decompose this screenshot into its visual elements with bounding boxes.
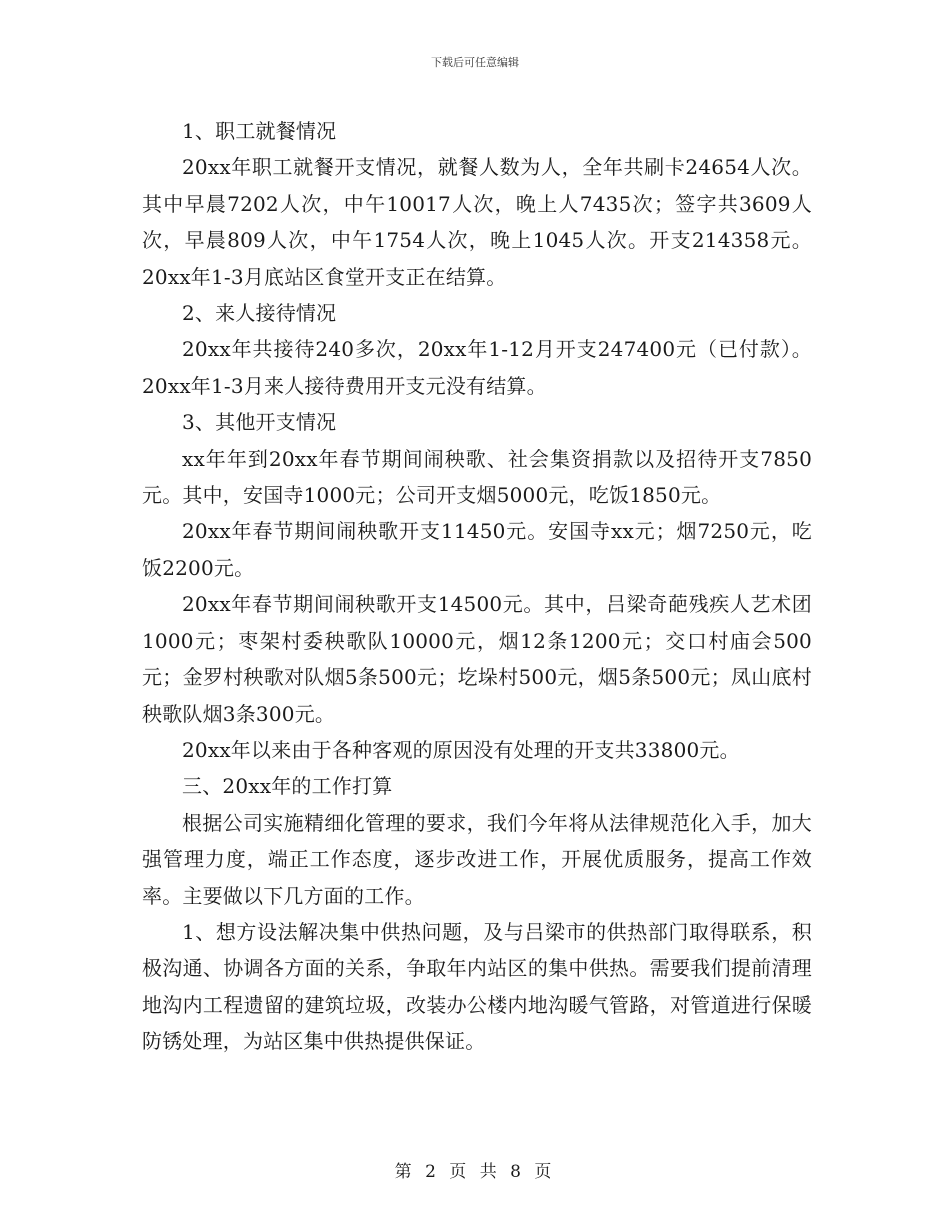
- paragraph-staff-meals: 20xx年职工就餐开支情况，就餐人数为人，全年共刷卡24654人次。其中早晨7202人次，中午10017人次，晚上人7435次；签字共3609人次，早晨809人次，中午1754人次，晚上1045人次。开支214358元。20xx年1-3月底站区食堂开支正在结算。: [142, 155, 812, 289]
- page-number: 第 2 页 共 8 页: [394, 1162, 556, 1182]
- paragraph-other-expenses-1: xx年年到20xx年春节期间闹秧歌、社会集资捐款以及招待开支7850元。其中，安国寺1000元；公司开支烟5000元，吃饭1850元。: [142, 446, 812, 508]
- paragraph-reception: 20xx年共接待240多次，20xx年1-12月开支247400元（已付款）。20xx年1-3月来人接待费用开支元没有结算。: [142, 337, 812, 398]
- section-heading-reception: 2、来人接待情况: [182, 301, 337, 326]
- document-body: [142, 113, 812, 1060]
- section-heading-work-plan: 三、20xx年的工作打算: [182, 774, 393, 799]
- section-heading-other-expenses: 3、其他开支情况: [182, 410, 337, 435]
- paragraph-unprocessed-expenses: 20xx年以来由于各种客观的原因没有处理的开支共33800元。: [182, 737, 740, 762]
- header-note: 下载后可任意编辑: [431, 56, 519, 69]
- paragraph-other-expenses-2: 20xx年春节期间闹秧歌开支11450元。安国寺xx元；烟7250元，吃饭2200元。: [142, 519, 812, 580]
- section-heading-staff-meals: 1、职工就餐情况: [182, 119, 337, 143]
- paragraph-work-plan-intro: 根据公司实施精细化管理的要求，我们今年将从法律规范化入手，加大强管理力度，端正工作态度，逐步改进工作，开展优质服务，提高工作效率。主要做以下几方面的工作。: [142, 810, 812, 908]
- paragraph-central-heating: 1、想方设法解决集中供热问题，及与吕梁市的供热部门取得联系，积极沟通、协调各方面的关系，争取年内站区的集中供热。需要我们提前清理地沟内工程遗留的建筑垃圾，改装办公楼内地沟暖气管路，对管道进行保暖防锈处理，为站区集中供热提供保证。: [142, 919, 812, 1054]
- paragraph-other-expenses-3: 20xx年春节期间闹秧歌开支14500元。其中，吕梁奇葩残疾人艺术团1000元；枣架村委秧歌队10000元，烟12条1200元；交口村庙会500元；金罗村秧歌对队烟5条500元；圪垛村500元，烟5条500元；凤山底村秧歌队烟3条300元。: [142, 592, 812, 726]
